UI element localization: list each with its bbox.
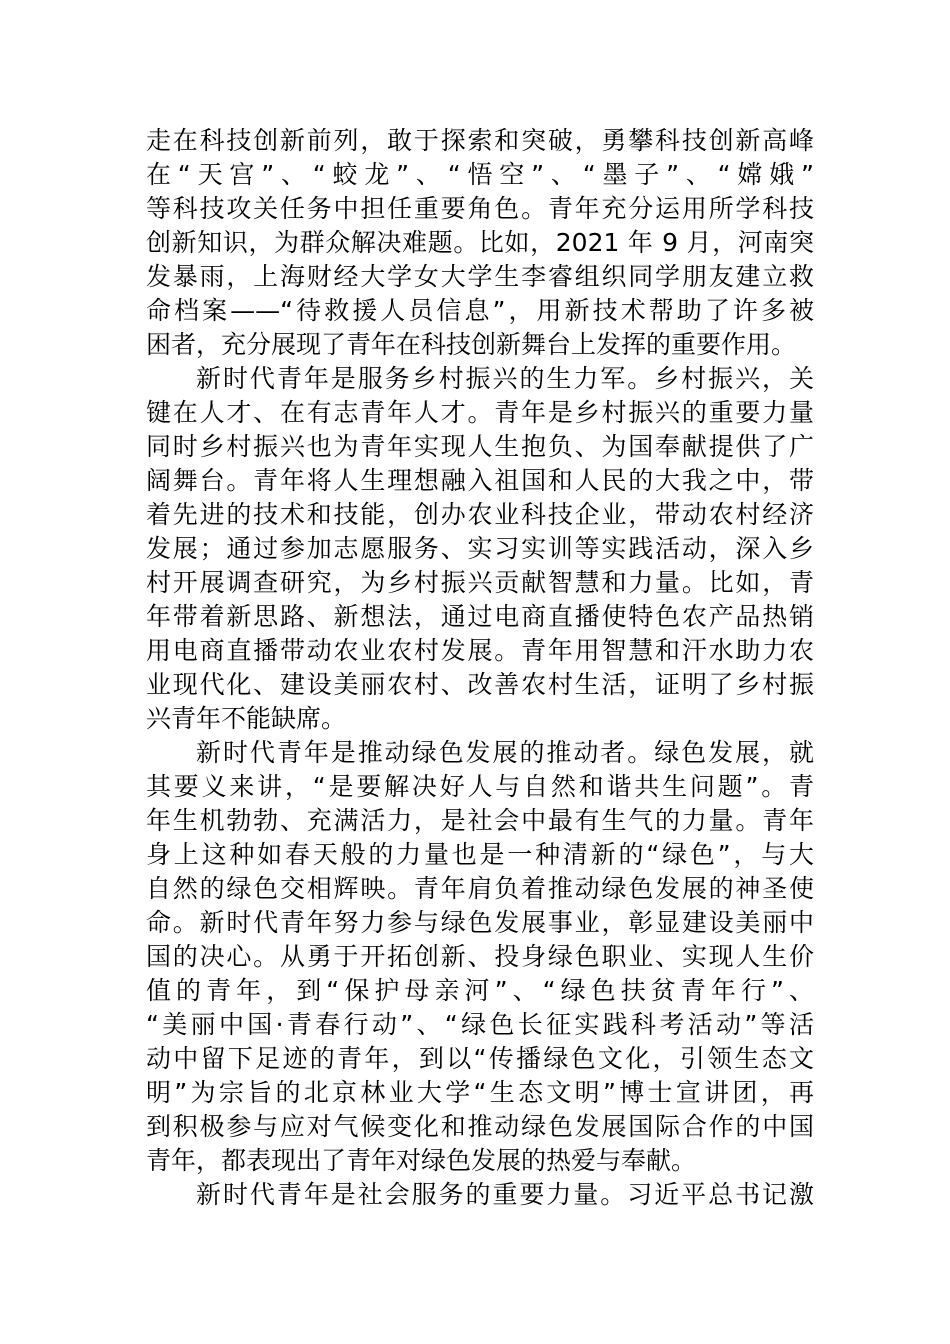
- paragraph-first-line: 新时代青年是服务乡村振兴的生力军。乡村振兴，关: [196, 364, 814, 393]
- text-line: 国的决心。从勇于开拓创新、投身绿色职业、实现人生价: [146, 942, 814, 971]
- text-line: 发展；通过参加志愿服务、实习实训等实践活动，深入乡: [146, 534, 814, 563]
- text-line: 动中留下足迹的青年，到以“传播绿色文化，引领生态文: [146, 1044, 814, 1073]
- text-line: 走在科技创新前列，敢于探索和突破，勇攀科技创新高峰: [146, 126, 814, 155]
- text-line: 年生机勃勃、充满活力，是社会中最有生气的力量。青年: [146, 806, 814, 835]
- text-line: 其要义来讲，“是要解决好人与自然和谐共生问题”。青: [146, 772, 814, 801]
- text-line: 业现代化、建设美丽农村、改善农村生活，证明了乡村振: [146, 670, 814, 699]
- text-line: 用电商直播带动农业农村发展。青年用智慧和汗水助力农: [146, 636, 814, 665]
- text-line: 兴青年不能缺席。: [146, 704, 347, 733]
- text-line: 命档案——“待救援人员信息”，用新技术帮助了许多被: [146, 296, 814, 325]
- text-line: 在“天宫”、“蛟龙”、“悟空”、“墨子”、“嫦娥”: [146, 160, 814, 189]
- text-line: 创新知识，为群众解决难题。比如，2021 年 9 月，河南突: [146, 228, 814, 257]
- text-line: 困者，充分展现了青年在科技创新舞台上发挥的重要作用。: [146, 330, 797, 359]
- text-line: 年带着新思路、新想法，通过电商直播使特色农产品热销: [146, 602, 814, 631]
- text-line: 值的青年，到“保护母亲河”、“绿色扶贫青年行”、: [146, 976, 814, 1005]
- paragraph-first-line: 新时代青年是社会服务的重要力量。习近平总书记激: [196, 1180, 814, 1209]
- paragraph-first-line: 新时代青年是推动绿色发展的推动者。绿色发展，就: [196, 738, 814, 767]
- text-line: 阔舞台。青年将人生理想融入祖国和人民的大我之中，带: [146, 466, 814, 495]
- text-line: 命。新时代青年努力参与绿色发展事业，彰显建设美丽中: [146, 908, 814, 937]
- text-line: 身上这种如春天般的力量也是一种清新的“绿色”，与大: [146, 840, 814, 869]
- text-line: 同时乡村振兴也为青年实现人生抱负、为国奉献提供了广: [146, 432, 814, 461]
- text-line: 明”为宗旨的北京林业大学“生态文明”博士宣讲团，再: [146, 1078, 814, 1107]
- text-line: 键在人才、在有志青年人才。青年是乡村振兴的重要力量: [146, 398, 814, 427]
- text-line: 青年，都表现出了青年对绿色发展的热爱与奉献。: [146, 1146, 697, 1175]
- text-line: 自然的绿色交相辉映。青年肩负着推动绿色发展的神圣使: [146, 874, 814, 903]
- text-line: 着先进的技术和技能，创办农业科技企业，带动农村经济: [146, 500, 814, 529]
- text-line: 发暴雨，上海财经大学女大学生李睿组织同学朋友建立救: [146, 262, 814, 291]
- text-line: 到积极参与应对气候变化和推动绿色发展国际合作的中国: [146, 1112, 814, 1141]
- document-body: [146, 124, 814, 1212]
- text-line: 村开展调查研究，为乡村振兴贡献智慧和力量。比如，青: [146, 568, 814, 597]
- text-line: “美丽中国·青春行动”、“绿色长征实践科考活动”等活: [146, 1010, 814, 1039]
- text-line: 等科技攻关任务中担任重要角色。青年充分运用所学科技: [146, 194, 814, 223]
